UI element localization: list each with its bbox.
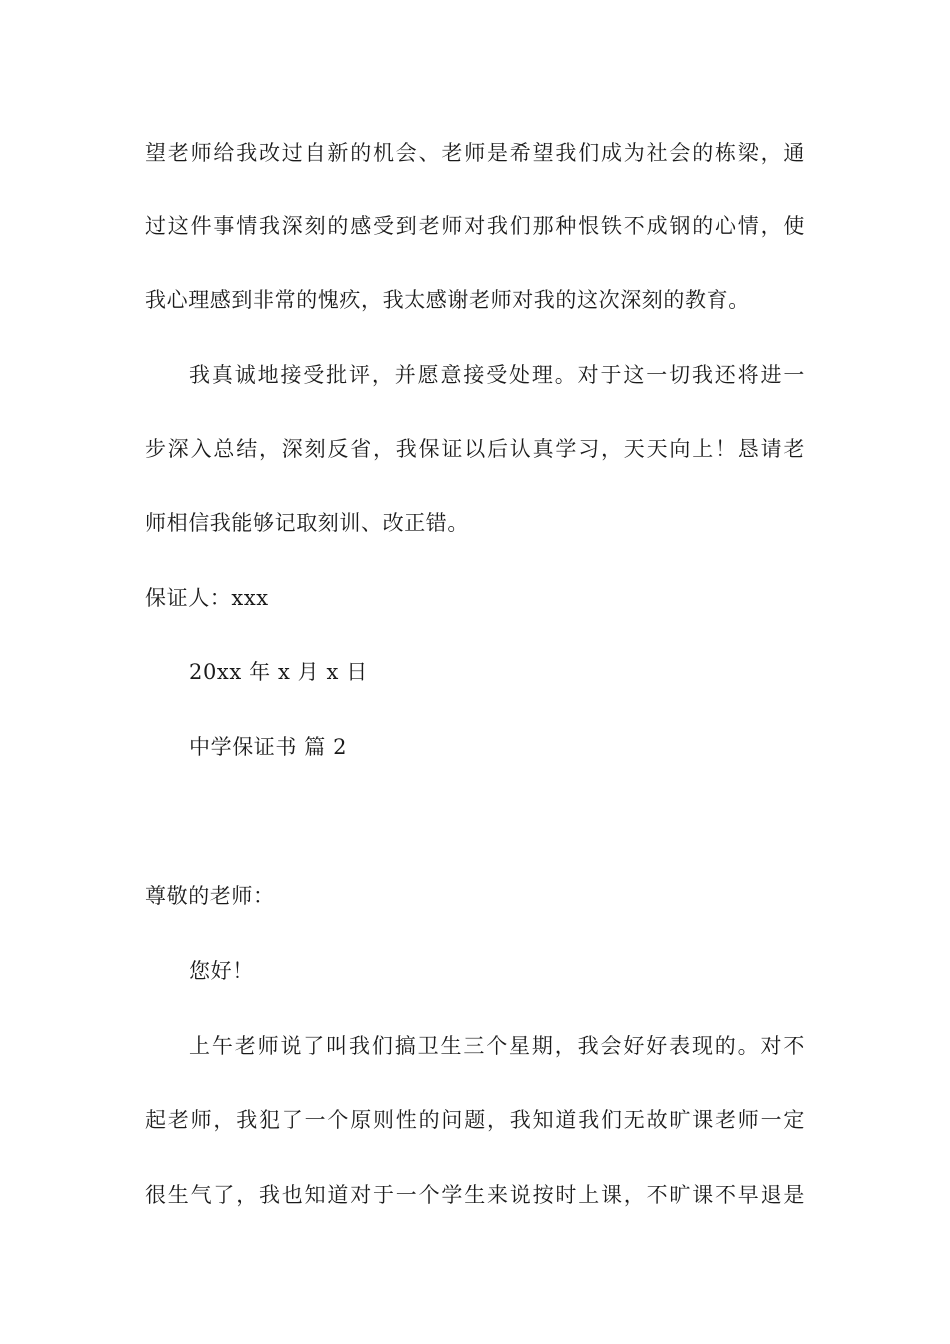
paragraph-line: 步深入总结，深刻反省，我保证以后认真学习，天天向上！恳请老: [145, 437, 805, 461]
section-heading: 中学保证书 篇 2: [189, 735, 348, 759]
paragraph-line: 很生气了，我也知道对于一个学生来说按时上课，不旷课不早退是: [145, 1183, 805, 1207]
guarantor-line: 保证人：xxx: [145, 586, 269, 610]
paragraph-line: 望老师给我改过自新的机会、老师是希望我们成为社会的栋梁，通: [145, 141, 805, 165]
paragraph-line: 我心理感到非常的愧疚，我太感谢老师对我的这次深刻的教育。: [145, 288, 750, 312]
paragraph-line: 我真诚地接受批评，并愿意接受处理。对于这一切我还将进一: [189, 363, 805, 387]
paragraph-line: 上午老师说了叫我们搞卫生三个星期，我会好好表现的。对不: [189, 1034, 805, 1058]
paragraph-line: 师相信我能够记取刻训、改正错。: [145, 511, 469, 535]
greeting: 您好！: [189, 959, 254, 983]
salutation: 尊敬的老师：: [145, 884, 275, 908]
paragraph-line: 起老师，我犯了一个原则性的问题，我知道我们无故旷课老师一定: [145, 1108, 805, 1132]
date-line: 20xx 年 x 月 x 日: [189, 660, 368, 684]
paragraph-line: 过这件事情我深刻的感受到老师对我们那种恨铁不成钢的心情，使: [145, 214, 805, 238]
